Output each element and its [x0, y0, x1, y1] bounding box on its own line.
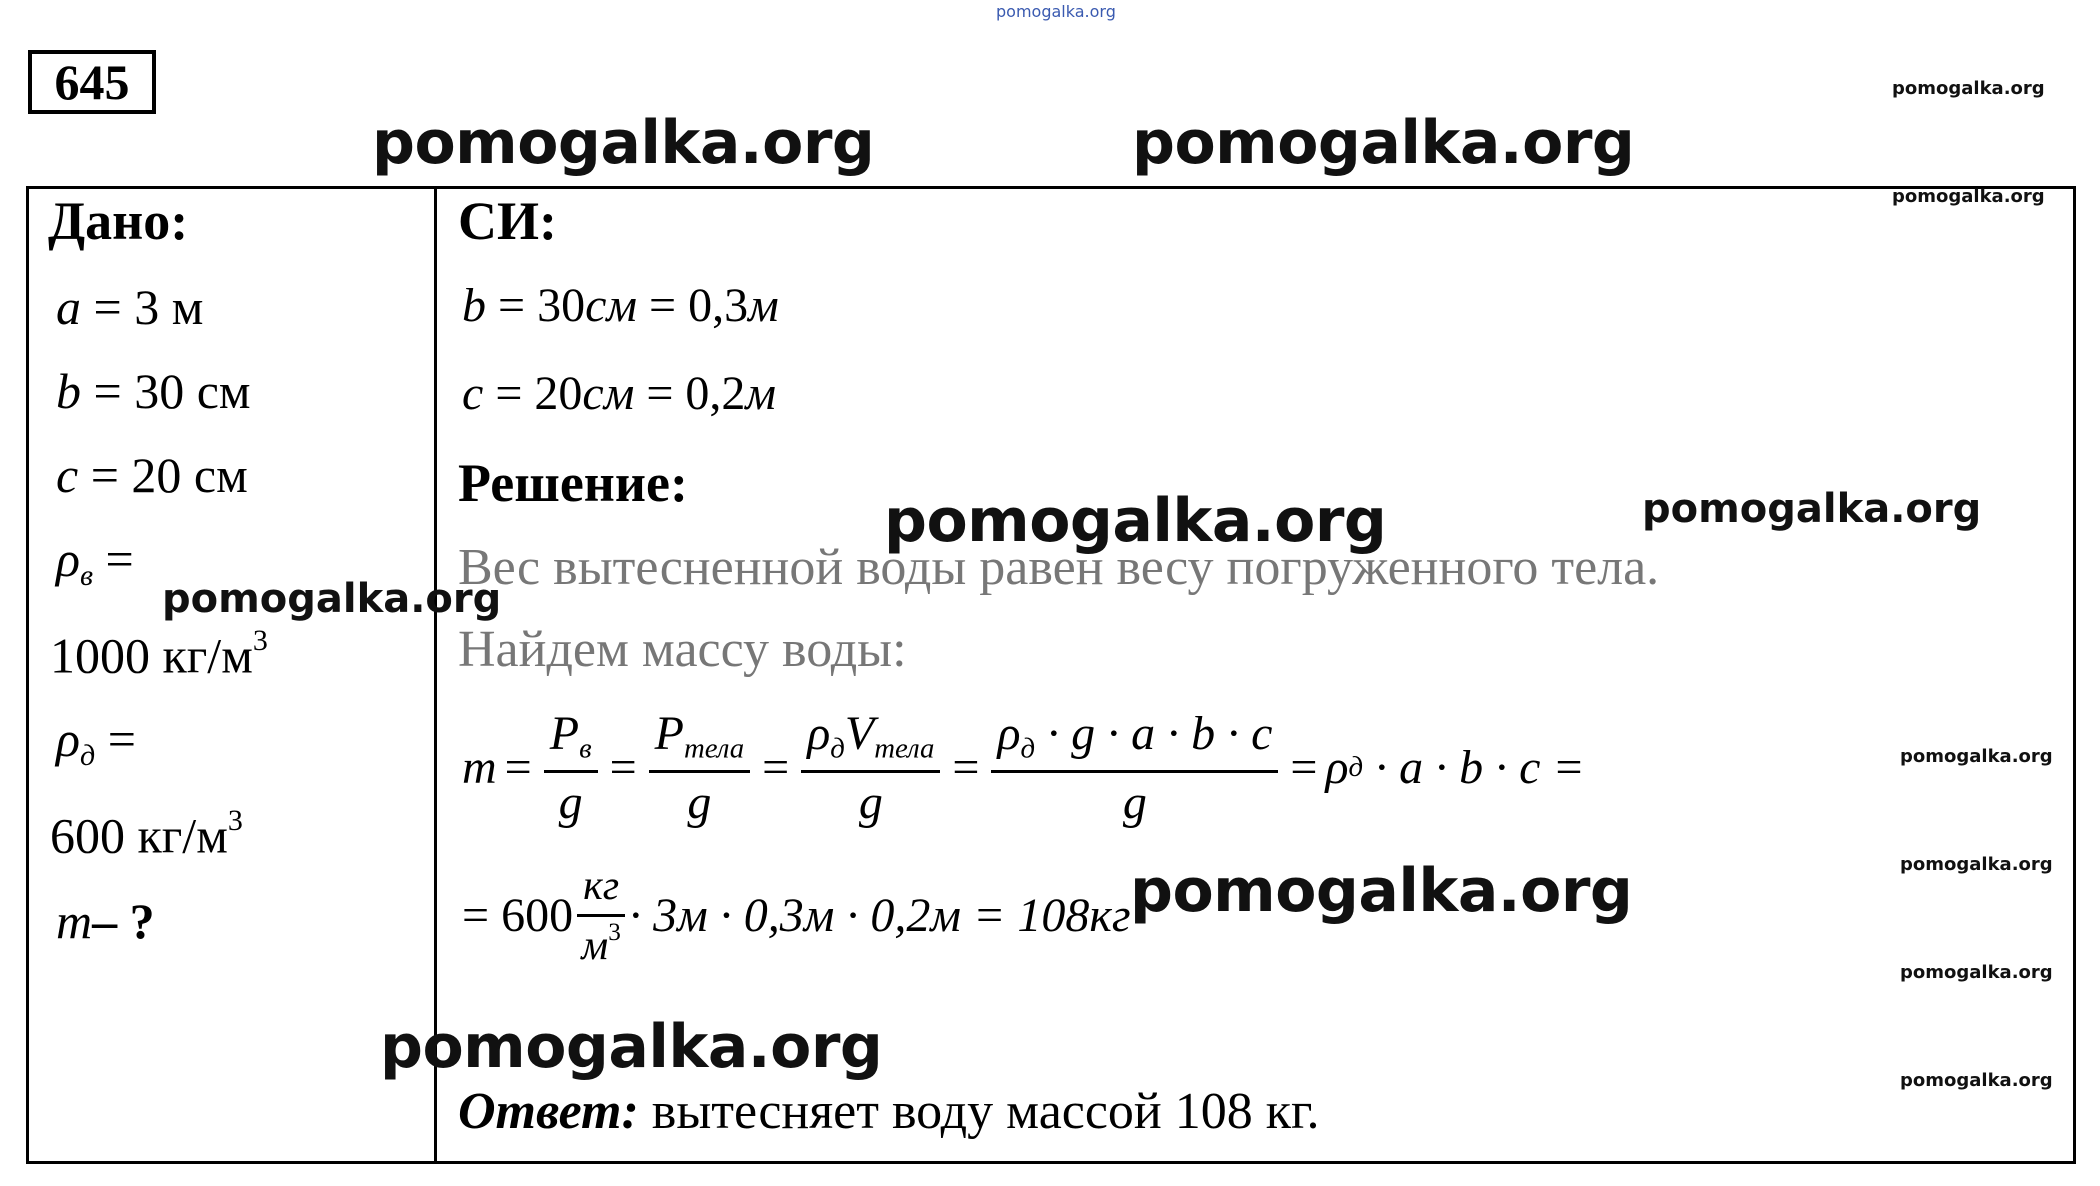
var-rho-body: ρ: [56, 711, 80, 767]
watermark: pomogalka.org: [1892, 186, 2045, 207]
solution-table: [26, 186, 2076, 1164]
f5-rho-sub: д: [1348, 751, 1364, 784]
solution-line-1: Вес вытесненной воды равен весу погруженного тела.: [458, 539, 1660, 596]
watermark: pomogalka.org: [1132, 108, 1635, 178]
l2-frac-den-exp: 3: [608, 919, 621, 946]
watermark: pomogalka.org: [1900, 962, 2053, 983]
find-m: [56, 892, 155, 950]
f4-den: g: [1122, 775, 1147, 829]
watermark: pomogalka.org: [1900, 1070, 2053, 1091]
value-find-m: – ?: [92, 893, 155, 949]
fraction-rho-v: [801, 706, 940, 830]
var-a: a: [56, 279, 81, 335]
watermark: pomogalka.org: [1642, 486, 1982, 532]
si-b-eq2: = 0,3: [649, 279, 749, 332]
f2-num: P: [654, 707, 684, 760]
f5-rest: · a · b · c =: [1375, 741, 1585, 795]
si-b: [462, 278, 779, 333]
watermark: pomogalka.org: [372, 108, 875, 178]
value-rho-body: 600 кг/м: [50, 807, 228, 864]
given-rho-water: [56, 530, 134, 593]
answer: [458, 1082, 1320, 1141]
f2-den: g: [687, 775, 712, 829]
si-b-unit2: м: [748, 279, 779, 332]
si-c-eq: = 20: [495, 367, 583, 420]
formula-line-2: [462, 862, 1131, 970]
exp-rho-body: 3: [227, 804, 243, 837]
var-find-m: m: [56, 893, 93, 949]
answer-text: вытесняет воду массой 108 кг.: [651, 1083, 1320, 1140]
watermark: pomogalka.org: [1130, 856, 1633, 926]
si-header: СИ:: [458, 191, 557, 251]
f1-den: g: [558, 775, 583, 829]
f1-num: P: [549, 707, 580, 760]
formula-m: m: [462, 741, 497, 795]
given-rho-water-value: [50, 624, 268, 685]
fraction-p-water: [544, 706, 598, 830]
f3-rho: ρ: [807, 707, 831, 760]
exp-rho-water: 3: [252, 624, 268, 657]
given-rho-body: [56, 710, 136, 773]
fraction-rho-gabc: [991, 706, 1278, 830]
si-c: [462, 366, 776, 421]
formula-eq: =: [504, 741, 532, 795]
si-c-unit1: см: [582, 367, 635, 420]
f4-rho-sub: д: [1020, 732, 1036, 765]
sub-rho-water: в: [80, 559, 94, 592]
var-c: c: [56, 447, 79, 503]
f5-rho: ρ: [1325, 741, 1349, 795]
f2-num-sub: тела: [684, 732, 745, 765]
si-b-var: b: [462, 279, 486, 332]
value-c: = 20 см: [90, 447, 248, 503]
f3-v-sub: тела: [874, 732, 935, 765]
fraction-kg-m3: [577, 862, 625, 970]
f3-den: g: [858, 775, 883, 829]
formula-eq: =: [952, 741, 980, 795]
watermark: pomogalka.org: [1900, 746, 2053, 767]
eq-rho-water: =: [105, 531, 134, 587]
f4-rest: · g · a · b · c: [1047, 707, 1273, 760]
watermark-top: pomogalka.org: [996, 2, 1116, 21]
eq-rho-body: =: [107, 711, 136, 767]
problem-number: 645: [28, 50, 156, 114]
formula-eq: =: [609, 741, 637, 795]
value-rho-water: 1000 кг/м: [50, 627, 253, 684]
given-b: [56, 362, 251, 420]
given-a: [56, 278, 203, 336]
si-c-eq2: = 0,2: [646, 367, 746, 420]
si-c-var: c: [462, 367, 484, 420]
f3-rho-sub: д: [830, 732, 845, 765]
value-b: = 30 см: [93, 363, 251, 419]
l2-start: = 600: [462, 889, 574, 943]
answer-label: Ответ:: [458, 1083, 639, 1140]
watermark: pomogalka.org: [1900, 854, 2053, 875]
formula-eq: =: [762, 741, 790, 795]
formula-line-1: [462, 706, 1585, 830]
sub-rho-body: д: [80, 739, 96, 772]
var-rho-water: ρ: [56, 531, 80, 587]
watermark: pomogalka.org: [884, 486, 1387, 556]
given-rho-body-value: [50, 804, 243, 865]
solution-line-2: Найдем массу воды:: [458, 621, 907, 678]
si-b-unit1: см: [585, 279, 638, 332]
si-b-eq: = 30: [498, 279, 586, 332]
formula-eq: =: [1290, 741, 1318, 795]
si-c-unit2: м: [745, 367, 777, 420]
var-b: b: [56, 363, 81, 419]
l2-frac-den: м: [581, 922, 609, 969]
value-a: = 3 м: [93, 279, 204, 335]
watermark: pomogalka.org: [1892, 78, 2045, 99]
f4-rho: ρ: [997, 707, 1021, 760]
given-c: [56, 446, 248, 504]
f1-num-sub: в: [579, 732, 592, 765]
fraction-p-body: [649, 706, 751, 830]
watermark: pomogalka.org: [162, 576, 502, 622]
watermark: pomogalka.org: [380, 1012, 883, 1082]
given-header: Дано:: [48, 191, 189, 251]
f3-v: V: [844, 707, 875, 760]
l2-frac-num: кг: [577, 862, 625, 917]
l2-rest: · 3м · 0,3м · 0,2м = 108кг: [629, 889, 1131, 943]
solution-header: Решение:: [458, 453, 688, 513]
